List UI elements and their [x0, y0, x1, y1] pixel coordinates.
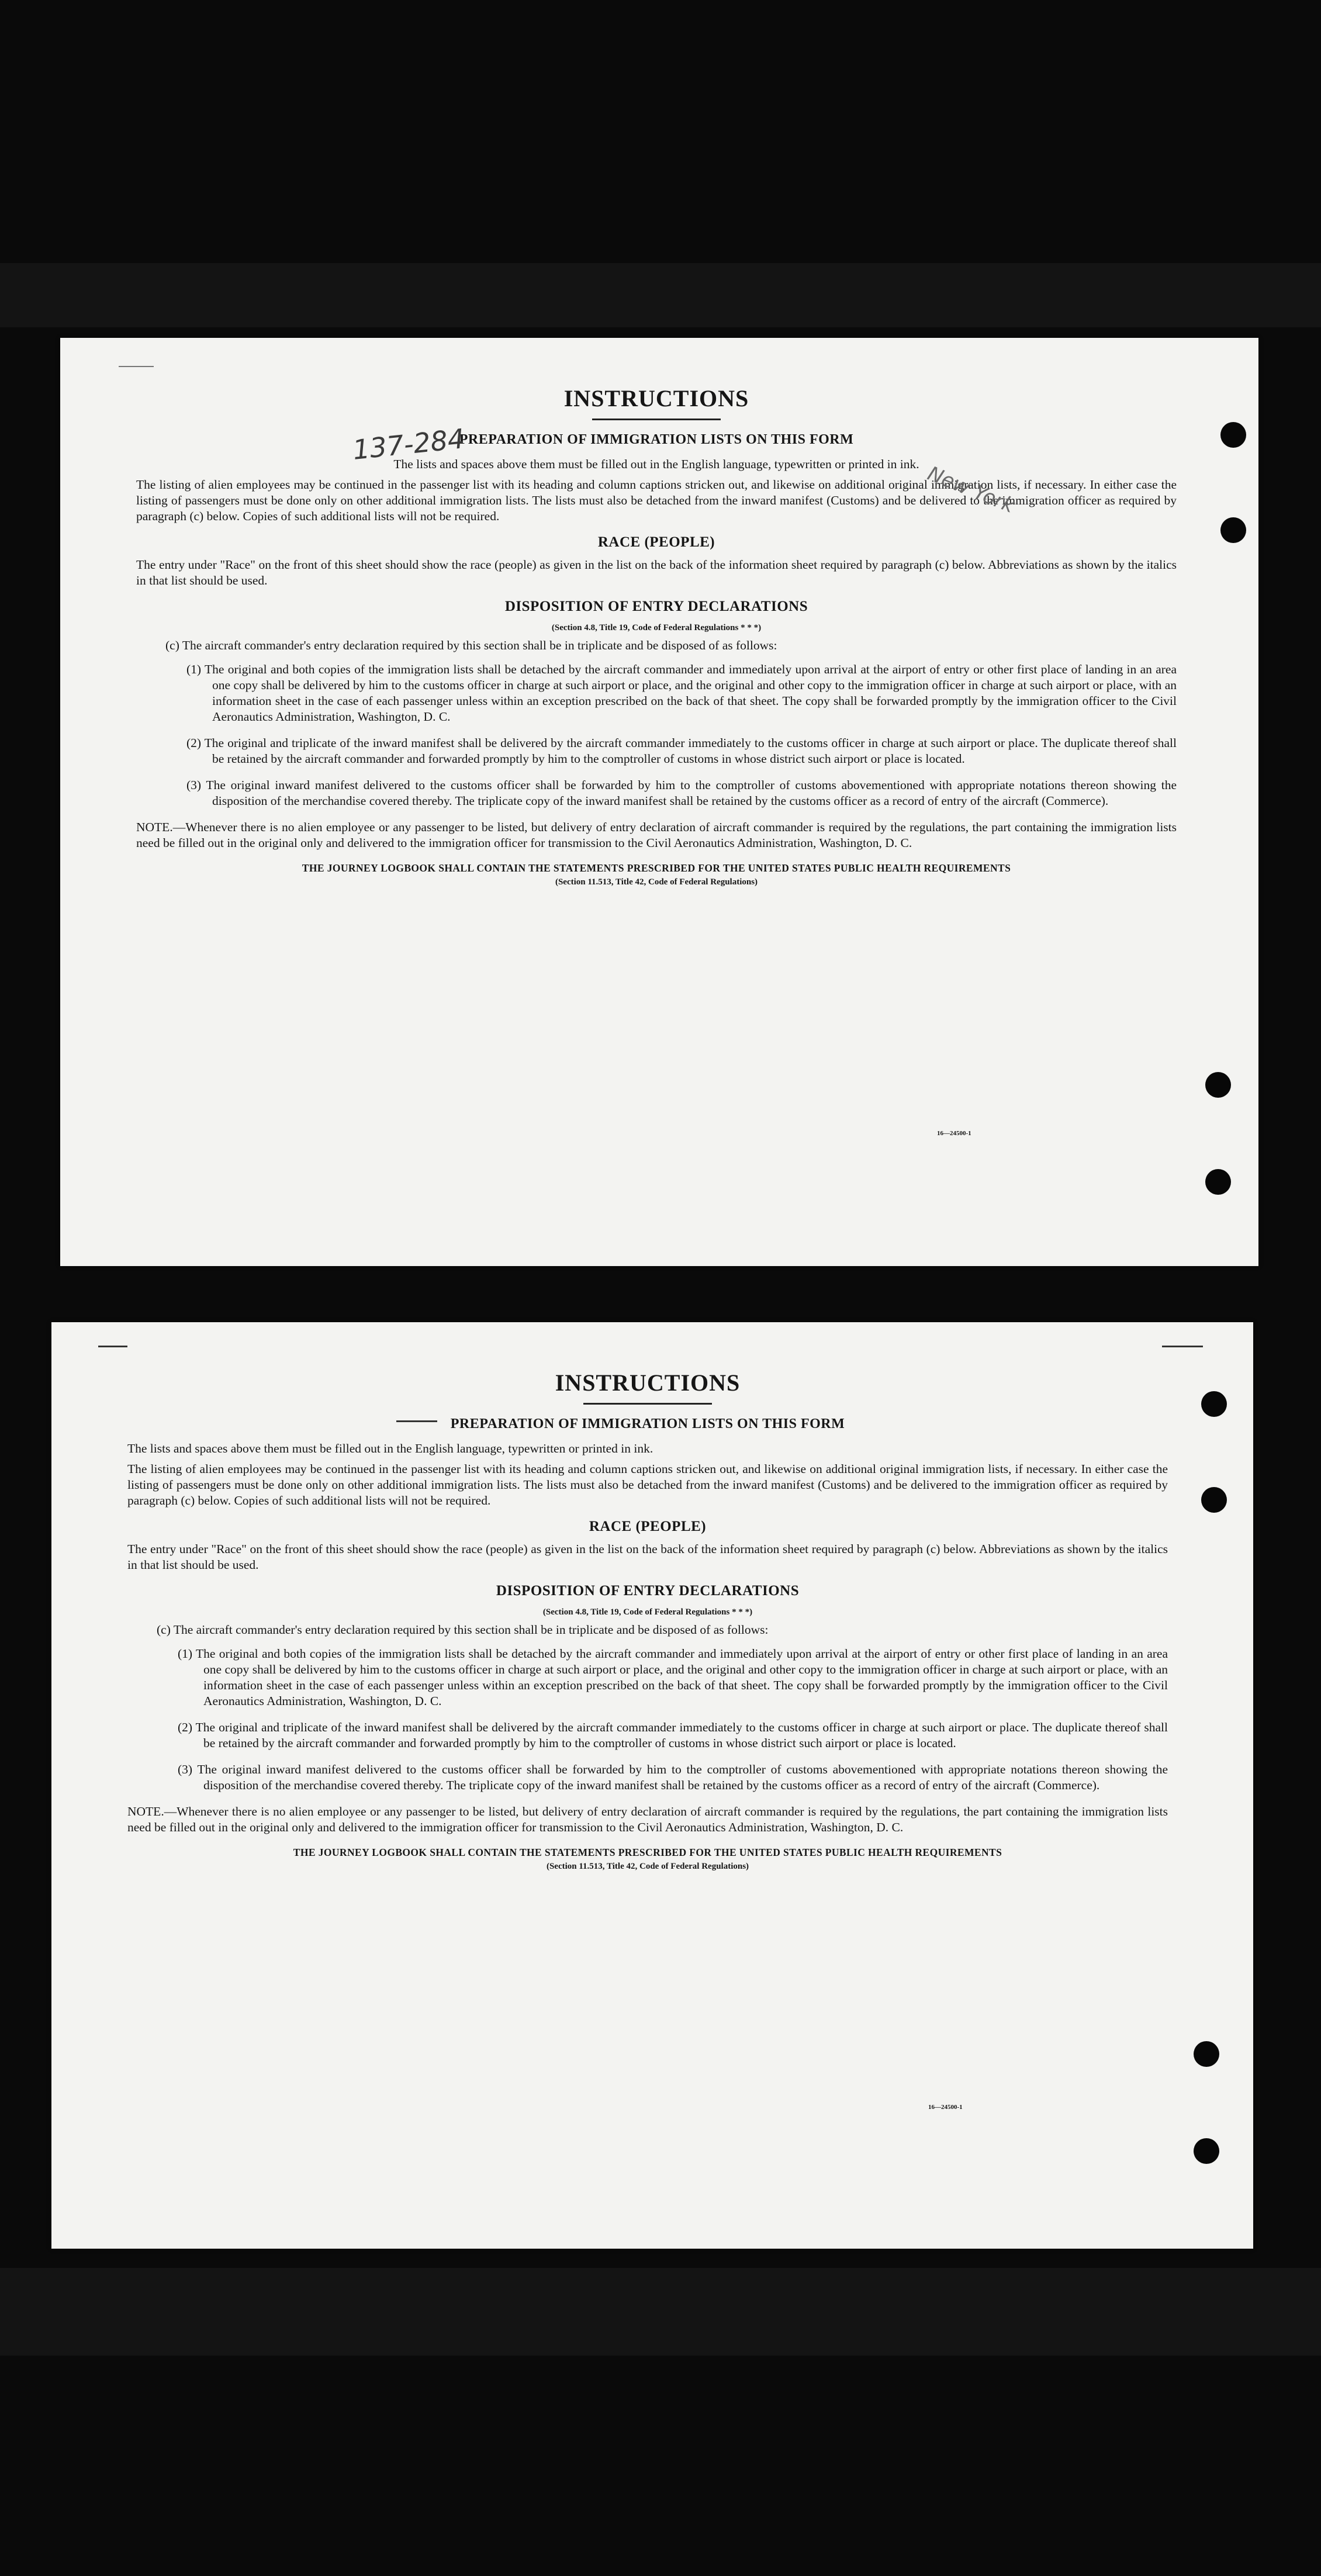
section-heading-race: RACE (PEOPLE) — [589, 1519, 707, 1534]
list-item-1: (1) The original and both copies of the immigration lists shall be detached by the aircraft commander and immediately upon arrival at the airport of entry or other first place of landing in an area one copy shall be delivered by him to the customs officer in charge at such airport or place, and the original and other copy to the immigration officer in charge at such airport or place, with an information sheet in the case of each passenger unless within an exception prescribed on the back of that sheet. The copy shall be forwarded promptly by the immigration officer to the Civil Aeronautics Administration, Washington, D. C. — [186, 662, 1177, 724]
sheet-title: INSTRUCTIONS — [555, 1370, 741, 1396]
paragraph-race: The entry under "Race" on the front of this sheet should show the race (people) as given in the list on the back of the information sheet required by paragraph (c) below. Abbreviations as shown by the italics in that list should be used. — [136, 558, 1177, 587]
sheet-1-content — [60, 338, 1253, 892]
citation-title-42: (Section 11.513, Title 42, Code of Federal Regulations) — [546, 1862, 749, 1871]
punch-hole — [1220, 422, 1246, 448]
note-paragraph: NOTE.—Whenever there is no alien employee or any passenger to be listed, but delivery of entry declaration of aircraft commander is required by the regulations, the part containing the immigration lists need be filled out in the original only and delivered to the immigration officer for transmission to the Civil Aeronautics Administration, Washington, D. C. — [136, 820, 1177, 850]
note-paragraph: NOTE.—Whenever there is no alien employee or any passenger to be listed, but delivery of entry declaration of aircraft commander is required by the regulations, the part containing the immigration lists need be filled out in the original only and delivered to the immigration officer for transmission to the Civil Aeronautics Administration, Washington, D. C. — [127, 1804, 1168, 1834]
paragraph-english: The lists and spaces above them must be filled out in the English language, typewritten or printed in ink. — [127, 1441, 653, 1455]
corner-mark — [119, 366, 154, 367]
punch-hole — [1205, 1169, 1231, 1195]
handwritten-city: New York — [924, 462, 1018, 518]
list-item-3: (3) The original inward manifest delivered to the customs officer shall be forwarded by him to the comptroller of customs abovementioned with appropriate notations thereon showing the disposition of the merchandise covered thereby. The triplicate copy of the inward manifest shall be retained by the customs officer as a record of entry of the aircraft (Commerce). — [186, 778, 1177, 808]
form-number: 16—24500-1 — [937, 1130, 971, 1137]
list-item-2: (2) The original and triplicate of the inward manifest shall be delivered by the aircraft commander immediately to the customs officer in charge at such airport or place. The duplicate thereof shall be retained by the aircraft commander and forwarded promptly by him to the comptroller of customs in whose district such airport or place is located. — [186, 736, 1177, 766]
list-item-1: (1) The original and both copies of the immigration lists shall be detached by the aircraft commander and immediately upon arrival at the airport of entry or other first place of landing in an area one copy shall be delivered by him to the customs officer in charge at such airport or place, and the original and other copy to the immigration officer in charge at such airport or place, with an information sheet in the case of each passenger unless within an exception prescribed on the back of that sheet. The copy shall be forwarded promptly by the immigration officer to the Civil Aeronautics Administration, Washington, D. C. — [178, 1647, 1168, 1708]
punch-hole — [1220, 517, 1246, 543]
punch-hole — [1205, 1072, 1231, 1098]
scan-band-bottom — [0, 2268, 1321, 2356]
sheet-2-content — [51, 1322, 1244, 1876]
journey-logbook-statement: THE JOURNEY LOGBOOK SHALL CONTAIN THE STATEMENTS PRESCRIBED FOR THE UNITED STATES PUBLIC HEALTH REQUIREMENTS — [293, 1847, 1002, 1858]
citation-title-19: (Section 4.8, Title 19, Code of Federal Regulations * * *) — [551, 623, 762, 632]
citation-title-19: (Section 4.8, Title 19, Code of Federal Regulations * * *) — [542, 1607, 753, 1617]
title-rule — [583, 1403, 712, 1405]
punch-hole — [1194, 2138, 1219, 2164]
section-heading-disposition: DISPOSITION OF ENTRY DECLARATIONS — [496, 1583, 800, 1599]
list-item-3: (3) The original inward manifest delivered to the customs officer shall be forwarded by him to the comptroller of customs abovementioned with appropriate notations thereon showing the disposition of the merchandise covered thereby. The triplicate copy of the inward manifest shall be retained by the customs officer as a record of entry of the aircraft (Commerce). — [178, 1762, 1168, 1792]
section-heading-race: RACE (PEOPLE) — [597, 534, 715, 550]
section-heading-disposition: DISPOSITION OF ENTRY DECLARATIONS — [504, 599, 808, 614]
corner-mark — [396, 1420, 437, 1422]
punch-hole — [1201, 1487, 1227, 1513]
sheet-title: INSTRUCTIONS — [563, 385, 749, 412]
citation-title-42: (Section 11.513, Title 42, Code of Federal Regulations) — [555, 877, 758, 887]
paragraph-alien-employees: The listing of alien employees may be continued in the passenger list with its heading and column captions stricken out, and likewise on additional original immigration lists, if necessary. In either case the listing of passengers must be done only on other additional immigration lists. The lists must also be detached from the inward manifest (Customs) and be delivered to the immigration officer as required by paragraph (c) below. Copies of such additional lists will not be required. — [136, 478, 1177, 523]
paragraph-alien-employees: The listing of alien employees may be continued in the passenger list with its heading and column captions stricken out, and likewise on additional original immigration lists, if necessary. In either case the listing of passengers must be done only on other additional immigration lists. The lists must also be detached from the inward manifest (Customs) and be delivered to the immigration officer as required by paragraph (c) below. Copies of such additional lists will not be required. — [127, 1462, 1168, 1507]
section-heading-preparation: PREPARATION OF IMMIGRATION LISTS ON THIS FORM — [459, 432, 854, 447]
scan-band-top — [0, 263, 1321, 327]
list-item-2: (2) The original and triplicate of the inward manifest shall be delivered by the aircraft commander immediately to the customs officer in charge at such airport or place. The duplicate thereof shall be retained by the aircraft commander and forwarded promptly by him to the comptroller of customs in whose district such airport or place is located. — [178, 1720, 1168, 1750]
paragraph-c: (c) The aircraft commander's entry declaration required by this section shall be in triplicate and be disposed of as follows: — [165, 638, 777, 652]
punch-hole — [1194, 2041, 1219, 2067]
section-heading-preparation: PREPARATION OF IMMIGRATION LISTS ON THIS FORM — [450, 1416, 845, 1432]
punch-hole — [1201, 1391, 1227, 1417]
instruction-sheet-1 — [60, 338, 1258, 1266]
journey-logbook-statement: THE JOURNEY LOGBOOK SHALL CONTAIN THE STATEMENTS PRESCRIBED FOR THE UNITED STATES PUBLIC HEALTH REQUIREMENTS — [302, 862, 1011, 874]
paragraph-c: (c) The aircraft commander's entry declaration required by this section shall be in triplicate and be disposed of as follows: — [157, 1623, 769, 1637]
instruction-sheet-2 — [51, 1322, 1253, 2249]
corner-mark — [98, 1346, 127, 1347]
paragraph-english: The lists and spaces above them must be filled out in the English language, typewritten or printed in ink. — [393, 457, 919, 471]
corner-mark — [1162, 1346, 1203, 1347]
handwritten-number: 137-284 — [351, 423, 466, 466]
title-rule — [592, 419, 721, 420]
form-number: 16—24500-1 — [928, 2104, 963, 2111]
paragraph-race: The entry under "Race" on the front of this sheet should show the race (people) as given in the list on the back of the information sheet required by paragraph (c) below. Abbreviations as shown by the italics in that list should be used. — [127, 1542, 1168, 1572]
